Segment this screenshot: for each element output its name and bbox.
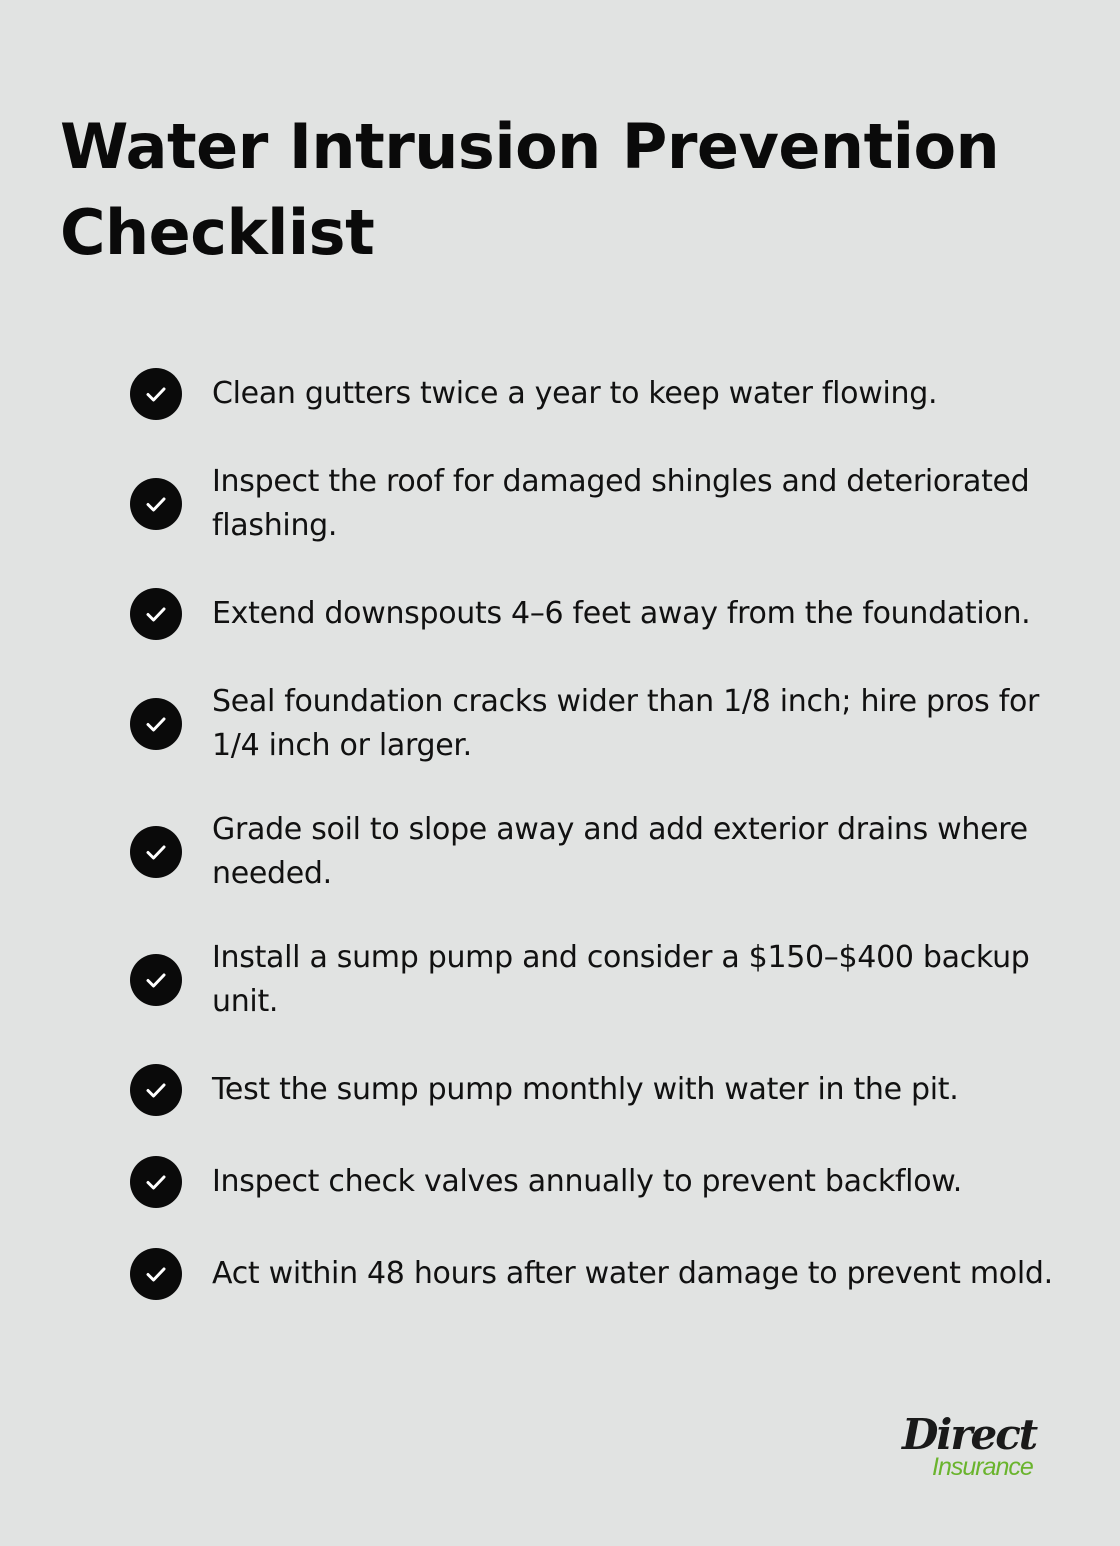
checklist-item-text: Extend downspouts 4–6 feet away from the foundation. [212,596,1031,631]
checklist-item-text: Act within 48 hours after water damage to prevent mold. [212,1256,1053,1291]
checklist-item [130,936,1060,1024]
logo-sub-text: Insurance [932,1453,1033,1481]
brand-logo [890,1410,1060,1490]
checklist-item [130,1156,1060,1208]
check-icon [130,1156,182,1208]
checklist-item-text: Install a sump pump and consider a $150–$400 backup unit. [212,940,1030,1019]
checklist-item [130,588,1060,640]
page-title: Water Intrusion Prevention Checklist [60,110,1000,269]
checklist-item-text: Clean gutters twice a year to keep water flowing. [212,376,938,411]
checklist-item [130,1248,1060,1300]
check-icon [130,826,182,878]
check-icon [130,588,182,640]
checklist-item-text: Inspect check valves annually to prevent backflow. [212,1164,962,1199]
checklist-item [130,680,1060,768]
checklist-item [130,1064,1060,1116]
check-icon [130,368,182,420]
check-icon [130,1064,182,1116]
checklist-item-text: Inspect the roof for damaged shingles and deteriorated flashing. [212,464,1030,543]
check-icon [130,954,182,1006]
check-icon [130,478,182,530]
checklist-item [130,808,1060,896]
checklist-item-text: Seal foundation cracks wider than 1/8 inch; hire pros for 1/4 inch or larger. [212,684,1040,763]
checklist-item [130,368,1060,420]
checklist-item-text: Grade soil to slope away and add exterior drains where needed. [212,812,1028,891]
checklist-item [130,460,1060,548]
checklist-item-text: Test the sump pump monthly with water in the pit. [212,1072,959,1107]
check-icon [130,698,182,750]
checklist [130,368,1060,1340]
logo-main-text: Direct [902,1410,1037,1459]
check-icon [130,1248,182,1300]
